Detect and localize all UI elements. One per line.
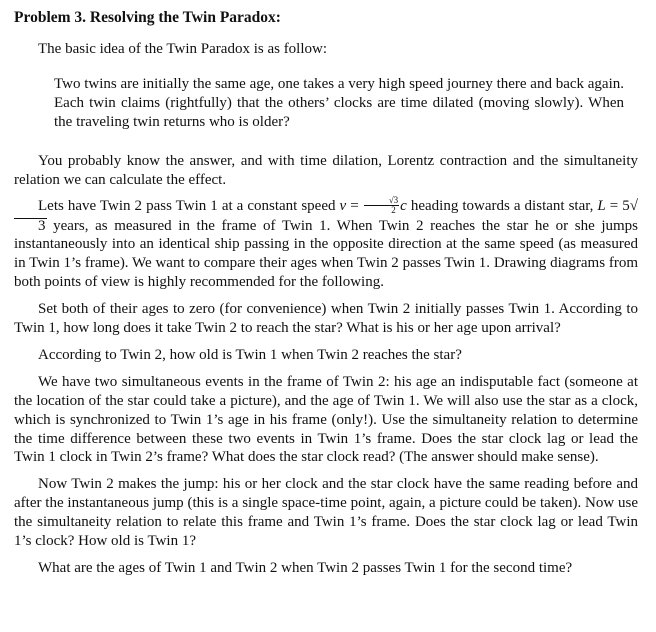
speed-equals: = [346,198,363,215]
final-question-paragraph: What are the ages of Twin 1 and Twin 2 when Twin 2 passes Twin 1 for the second time? [38,560,573,576]
twin2-question-paragraph: According to Twin 2, how old is Twin 1 when Twin 2 reaches the star? [38,346,462,363]
speed-fraction [364,196,399,215]
intro-paragraph: The basic idea of the Twin Paradox is as follow: [38,41,328,57]
distance-root: 3 [14,218,47,234]
document-page [14,8,638,586]
simultaneity-paragraph: We have two simultaneous events in the frame of Twin 2: his age an indisputable fact (someone at the location of the star could take a picture), and the age of Twin 1. We will also use the star as a clock, which is synchronized to Twin 1’s age in his frame (only!). Use the simultaneity relation to determine the time difference between these two events in Twin 1’s frame. Does the star clock lag or lead the Twin 1 clock in Twin 2’s frame? What does the star clock read? (The answer should make sense). [14,373,638,466]
problem-title: Problem 3. Resolving the Twin Paradox: [14,9,281,26]
speed-fraction-denominator: 2 [391,204,396,215]
distance-radical-sign: √ [629,198,639,215]
setup-text-after-distance: years, as measured in the frame of Twin 1. When Twin 2 reaches the star he or she jumps instantaneously into an identical ship passing in the opposite direction at the same speed (as measured in Twin 1’s frame). We want to compare their ages when Twin 2 passes Twin 1. Drawing diagrams from both points of view is highly recommended for the following. [14,217,638,291]
zero-age-paragraph: Set both of their ages to zero (for convenience) when Twin 2 initially passes Twin 1. According to Twin 1, how long does it take Twin 2 to reach the star? What is his or her age upon arrival? [14,301,638,337]
speed-unit: c [400,198,407,215]
distance-equals: = 5 [605,198,630,215]
speed-variable: v [339,198,347,215]
setup-text-after-speed: heading towards a distant star, [406,198,598,215]
speed-fraction-numerator: √3 [364,196,399,206]
setup-text-before-speed: Lets have Twin 2 pass Twin 1 at a constant speed [38,198,340,215]
paradox-quote: Two twins are initially the same age, one takes a very high speed journey there and back again. Each twin claims (rightfully) that the others’ clocks are time dilated (moving slowly). When the traveling twin returns who is older? [54,75,624,130]
answer-paragraph: You probably know the answer, and with time dilation, Lorentz contraction and the simultaneity relation we can calculate the effect. [14,152,638,188]
setup-paragraph [14,194,639,292]
distance-variable: L [597,198,606,215]
jump-paragraph: Now Twin 2 makes the jump: his or her clock and the star clock have the same reading before and after the instantaneous jump (this is a single space-time point, again, a picture could be taken). Now use the simultaneity relation to relate this frame and Twin 1’s frame. Does the star clock lag or lead Twin 1’s clock? How old is Twin 1? [14,476,638,550]
